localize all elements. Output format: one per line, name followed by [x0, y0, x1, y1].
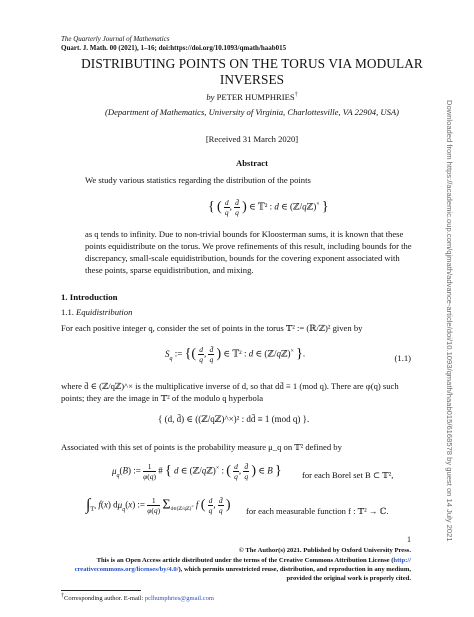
equation-integral: $\int_{𝕋^2}$ f(x) $d\mu_q(x)$ := $\frac{1}{\varphi(q)}$ $\Sigma_{d\in(ℤ/qℤ)^\times}$ f ( $\frac{d}{q}$ , $\frac{d̄}{q}$ ) [86, 496, 231, 515]
abstract-paragraph-1: We study various statistics regarding the distribution of the points [85, 175, 311, 185]
paper-title [30, 56, 474, 88]
fraction-d-over-q: $\frac{d}{q}$ [224, 198, 229, 217]
abstract-heading: Abstract [236, 158, 268, 168]
footnote-text: Corresponding author. E-mail: [64, 595, 145, 603]
copyright-line: © The Author(s) 2021. Published by Oxford University Press. [238, 547, 411, 554]
subsection-heading [61, 307, 132, 317]
body-paragraph-3: Associated with this set of points is the probability measure μ_q on 𝕋² defined by [61, 442, 342, 452]
download-watermark: Downloaded from https://academic.oup.com/qjmath/advance-article/doi/10.1093/qmath/haab015/6168578 by guest on 14 July 2021 [445, 100, 454, 542]
footnote-divider [61, 590, 141, 591]
license-text-2: ), which permits unrestricted reuse, distribution, and reproduction in any medium, [178, 566, 411, 573]
license-text-1: This is an Open Access article distributed under the terms of the Creative Commons Attribution License ( [96, 557, 394, 564]
footnote-mark: † [61, 593, 64, 599]
fraction-dbar-over-q: $\frac{d̄}{q}$ [235, 198, 239, 217]
received-date: [Received 31 March 2020] [205, 134, 299, 144]
equation-measure-note: for each Borel set B ⊂ 𝕋², [302, 470, 394, 480]
abstract-paragraph-2: as q tends to infinity. Due to non-trivial bounds for Kloosterman sums, it is known that these points equidistribute on the torus. We prove refinements of this result, including bounds for the discrepancy, small-scale equidistribution, bounds for the covering exponent associated with these points, sparse equidistribution, and mixing. [85, 229, 412, 275]
subsection-title: Equidistribution [76, 307, 133, 317]
license-link-part-1[interactable]: http:// [393, 557, 411, 564]
license-text-3: provided the original work is properly cited. [286, 575, 411, 582]
affiliation: (Department of Mathematics, University of Virginia, Charlottesville, VA 22904, USA) [105, 107, 399, 117]
author-email-link[interactable]: pclhumphries@gmail.com [144, 595, 214, 603]
body-paragraph-2-line-1: where d̄ ∈ (ℤ/qℤ)^× is the multiplicative inverse of d, so that dd̄ ≡ 1 (mod q). There are φ(q) such [61, 381, 399, 391]
author-name: PETER HUMPHRIES [216, 92, 295, 102]
section-heading: 1. Introduction [61, 292, 118, 302]
journal-name: The Quarterly Journal of Mathematics [61, 35, 170, 43]
citation-line[interactable]: Quart. J. Math. 00 (2021), 1–16; doi:https://doi.org/10.1093/qmath/haab015 [61, 44, 287, 52]
footnote [61, 593, 214, 602]
equation-integral-note: for each measurable function f : 𝕋² → ℂ. [246, 506, 389, 516]
author-line [30, 92, 474, 102]
title-line-2: INVERSES [219, 72, 285, 87]
abstract-equation: { ( $\frac{d}{q}$ , $\frac{d̄}{q}$ ) ∈ 𝕋² : d ∈ (ℤ/qℤ)× } [208, 198, 329, 217]
page-number: 1 [407, 535, 411, 544]
body-paragraph-2-line-2: points; they are the image in 𝕋² of the modulo q hyperbola [61, 393, 264, 403]
title-line-1: DISTRIBUTING POINTS ON THE TORUS VIA MODULAR [81, 56, 423, 71]
by-word: by [206, 92, 215, 102]
license-link-part-2[interactable]: creativecommons.org/licenses/by/4.0/ [74, 566, 179, 573]
equation-number: (1.1) [394, 353, 411, 363]
author-footnote-mark: † [294, 92, 298, 99]
open-access-notice [41, 556, 411, 583]
body-paragraph-1: For each positive integer q, consider the set of points in the torus 𝕋² := (ℝ/ℤ)² given by [61, 323, 363, 333]
body-paragraph-2 [61, 380, 411, 404]
equation-measure: $\mu_q(B)$ := $\frac{1}{\varphi(q)}$ # { d ∈ (ℤ/qℤ)× : ( $\frac{d}{q}$ , $\frac{d̄}{q}$ ) ∈ B } [112, 462, 282, 481]
equation-hyperbola: { (d, d̄) ∈ ((ℤ/qℤ)^×)² : dd̄ ≡ 1 (mod q) }. [158, 414, 310, 424]
equation-1-1: $S_q$ := {( $\frac{d}{q}$ , $\frac{d̄}{q}$ ) ∈ 𝕋² : d ∈ (ℤ/qℤ)× }. [165, 345, 306, 364]
subsection-number: 1.1. [61, 307, 74, 317]
